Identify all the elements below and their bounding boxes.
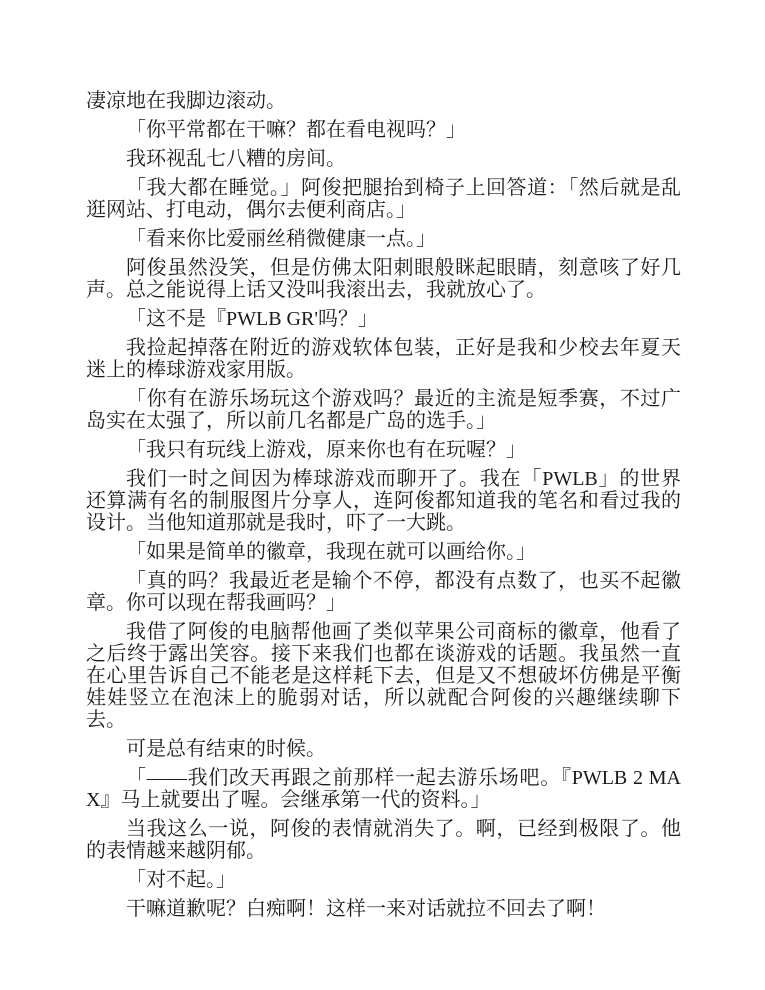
paragraph: 当我这么一说，阿俊的表情就消失了。啊，已经到极限了。他的表情越来越阴郁。 (86, 818, 681, 862)
paragraph: 可是总有结束的时候。 (126, 738, 326, 760)
paragraph: 「——我们改天再跟之前那样一起去游乐场吧。『PWLB 2 MAX』马上就要出了喔。会继承第一代的资料。」 (86, 767, 681, 811)
paragraph: 凄凉地在我脚边滚动。 (86, 90, 286, 112)
paragraph: 我环视乱七八糟的房间。 (126, 148, 346, 170)
paragraph: 「这不是『PWLB GR'吗？」 (126, 308, 378, 330)
paragraph: 「我只有玩线上游戏，原来你也有在玩喔？」 (126, 439, 526, 461)
paragraph: 「你平常都在干嘛？都在看电视吗？」 (126, 119, 466, 141)
paragraph: 「你有在游乐场玩这个游戏吗？最近的主流是短季赛，不过广岛实在太强了，所以前几名都是广岛的选手。」 (86, 388, 681, 432)
paragraph: 我捡起掉落在附近的游戏软体包装，正好是我和少校去年夏天迷上的棒球游戏家用版。 (86, 337, 681, 381)
paragraph: 「看来你比爱丽丝稍微健康一点。」 (126, 228, 436, 250)
paragraph: 我们一时之间因为棒球游戏而聊开了。我在「PWLB」的世界还算满有名的制服图片分享人，连阿俊都知道我的笔名和看过我的设计。当他知道那就是我时，吓了一大跳。 (86, 468, 681, 534)
paragraph: 「如果是简单的徽章，我现在就可以画给你。」 (126, 541, 536, 563)
paragraph: 「对不起。」 (126, 869, 236, 891)
paragraph: 干嘛道歉呢？白痴啊！这样一来对话就拉不回去了啊！ (126, 898, 606, 920)
text-body (86, 90, 681, 927)
paragraph: 阿俊虽然没笑，但是仿佛太阳刺眼般眯起眼睛，刻意咳了好几声。总之能说得上话又没叫我滚出去，我就放心了。 (86, 257, 681, 301)
paragraph: 「真的吗？我最近老是输个不停，都没有点数了，也买不起徽章。你可以现在帮我画吗？」 (86, 570, 681, 614)
paragraph: 我借了阿俊的电脑帮他画了类似苹果公司商标的徽章，他看了之后终于露出笑容。接下来我们也都在谈游戏的话题。我虽然一直在心里告诉自己不能老是这样耗下去，但是又不想破坏仿佛是平衡娃娃竖立在泡沫上的脆弱对话，所以就配合阿俊的兴趣继续聊下去。 (86, 621, 681, 731)
paragraph: 「我大都在睡觉。」阿俊把腿抬到椅子上回答道：「然后就是乱逛网站、打电动，偶尔去便利商店。」 (86, 177, 681, 221)
